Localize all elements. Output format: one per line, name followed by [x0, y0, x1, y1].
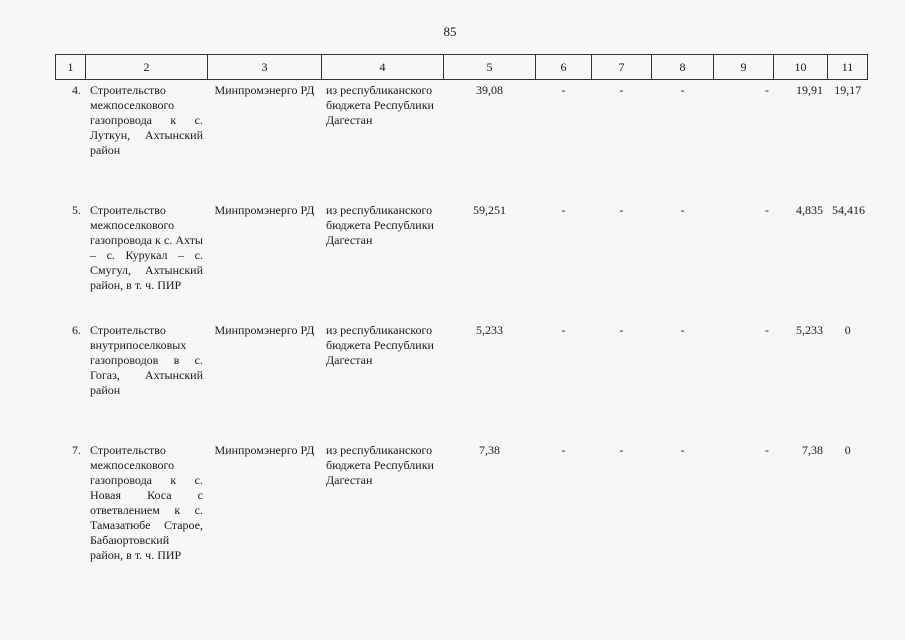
value-col-10: 19,91: [796, 83, 823, 97]
total-value: 39,08: [476, 83, 503, 97]
value-col-10: 4,835: [796, 203, 823, 217]
value-col-6: -: [561, 203, 566, 217]
table-row: [56, 80, 868, 201]
value-col-11: 0: [844, 443, 851, 457]
value-col-6: -: [561, 323, 566, 337]
value-col-11: 54,416: [832, 203, 865, 217]
value-col-6: -: [561, 443, 566, 457]
column-header: 4: [322, 55, 444, 80]
value-col-8: -: [680, 203, 685, 217]
agency: Минпромэнерго РД: [214, 443, 315, 457]
project-name: Строительство межпоселкового газопровода к с. Луткун, Ахтынский район: [90, 83, 203, 157]
funding-source: из республиканского бюджета Республики Дагестан: [326, 443, 434, 487]
column-header: 2: [86, 55, 208, 80]
value-col-10: 7,38: [802, 443, 823, 457]
value-col-10: 5,233: [796, 323, 823, 337]
column-header: 9: [714, 55, 774, 80]
agency: Минпромэнерго РД: [214, 203, 315, 217]
row-number: 4.: [72, 83, 81, 97]
column-header: 8: [652, 55, 714, 80]
page-number: 85: [443, 24, 457, 39]
total-value: 59,251: [473, 203, 506, 217]
funding-source: из республиканского бюджета Республики Дагестан: [326, 83, 434, 127]
total-value: 5,233: [476, 323, 503, 337]
column-header: 6: [536, 55, 592, 80]
value-col-8: -: [680, 323, 685, 337]
column-header: 10: [774, 55, 828, 80]
value-col-7: -: [619, 443, 624, 457]
table-row: [56, 320, 868, 440]
column-header: 3: [208, 55, 322, 80]
value-col-9: -: [765, 83, 769, 97]
funding-source: из республиканского бюджета Республики Дагестан: [326, 323, 434, 367]
value-col-8: -: [680, 83, 685, 97]
header-row: [56, 55, 868, 80]
value-col-8: -: [680, 443, 685, 457]
value-col-7: -: [619, 323, 624, 337]
row-number: 6.: [72, 323, 81, 337]
value-col-11: 0: [844, 323, 851, 337]
value-col-11: 19,17: [834, 83, 862, 97]
project-name: Строительство внутрипоселковых газопроводов в с. Гогаз, Ахтынский район: [90, 323, 203, 397]
value-col-7: -: [619, 203, 624, 217]
agency: Минпромэнерго РД: [214, 323, 315, 337]
table-row: [56, 440, 868, 583]
funding-source: из республиканского бюджета Республики Дагестан: [326, 203, 434, 247]
column-header: 11: [828, 55, 868, 80]
agency: Минпромэнерго РД: [214, 83, 315, 97]
column-header: 7: [592, 55, 652, 80]
value-col-9: -: [765, 443, 769, 457]
value-col-9: -: [765, 323, 769, 337]
project-name: Строительство межпоселкового газопровода к с. Ахты – с. Курукал – с. Смугул, Ахтынский район, в т. ч. ПИР: [90, 203, 203, 292]
column-header: 1: [56, 55, 86, 80]
total-value: 7,38: [479, 443, 500, 457]
value-col-6: -: [561, 83, 566, 97]
row-number: 5.: [72, 203, 81, 217]
row-number: 7.: [72, 443, 81, 457]
value-col-7: -: [619, 83, 624, 97]
budget-table: [55, 54, 868, 583]
value-col-9: -: [765, 203, 769, 217]
column-header: 5: [444, 55, 536, 80]
table-row: [56, 200, 868, 320]
project-name: Строительство межпоселкового газопровода к с. Новая Коса с ответвлением к с. Тамазатюбе Старое, Бабаюртовский район, в т. ч. ПИР: [90, 443, 203, 562]
